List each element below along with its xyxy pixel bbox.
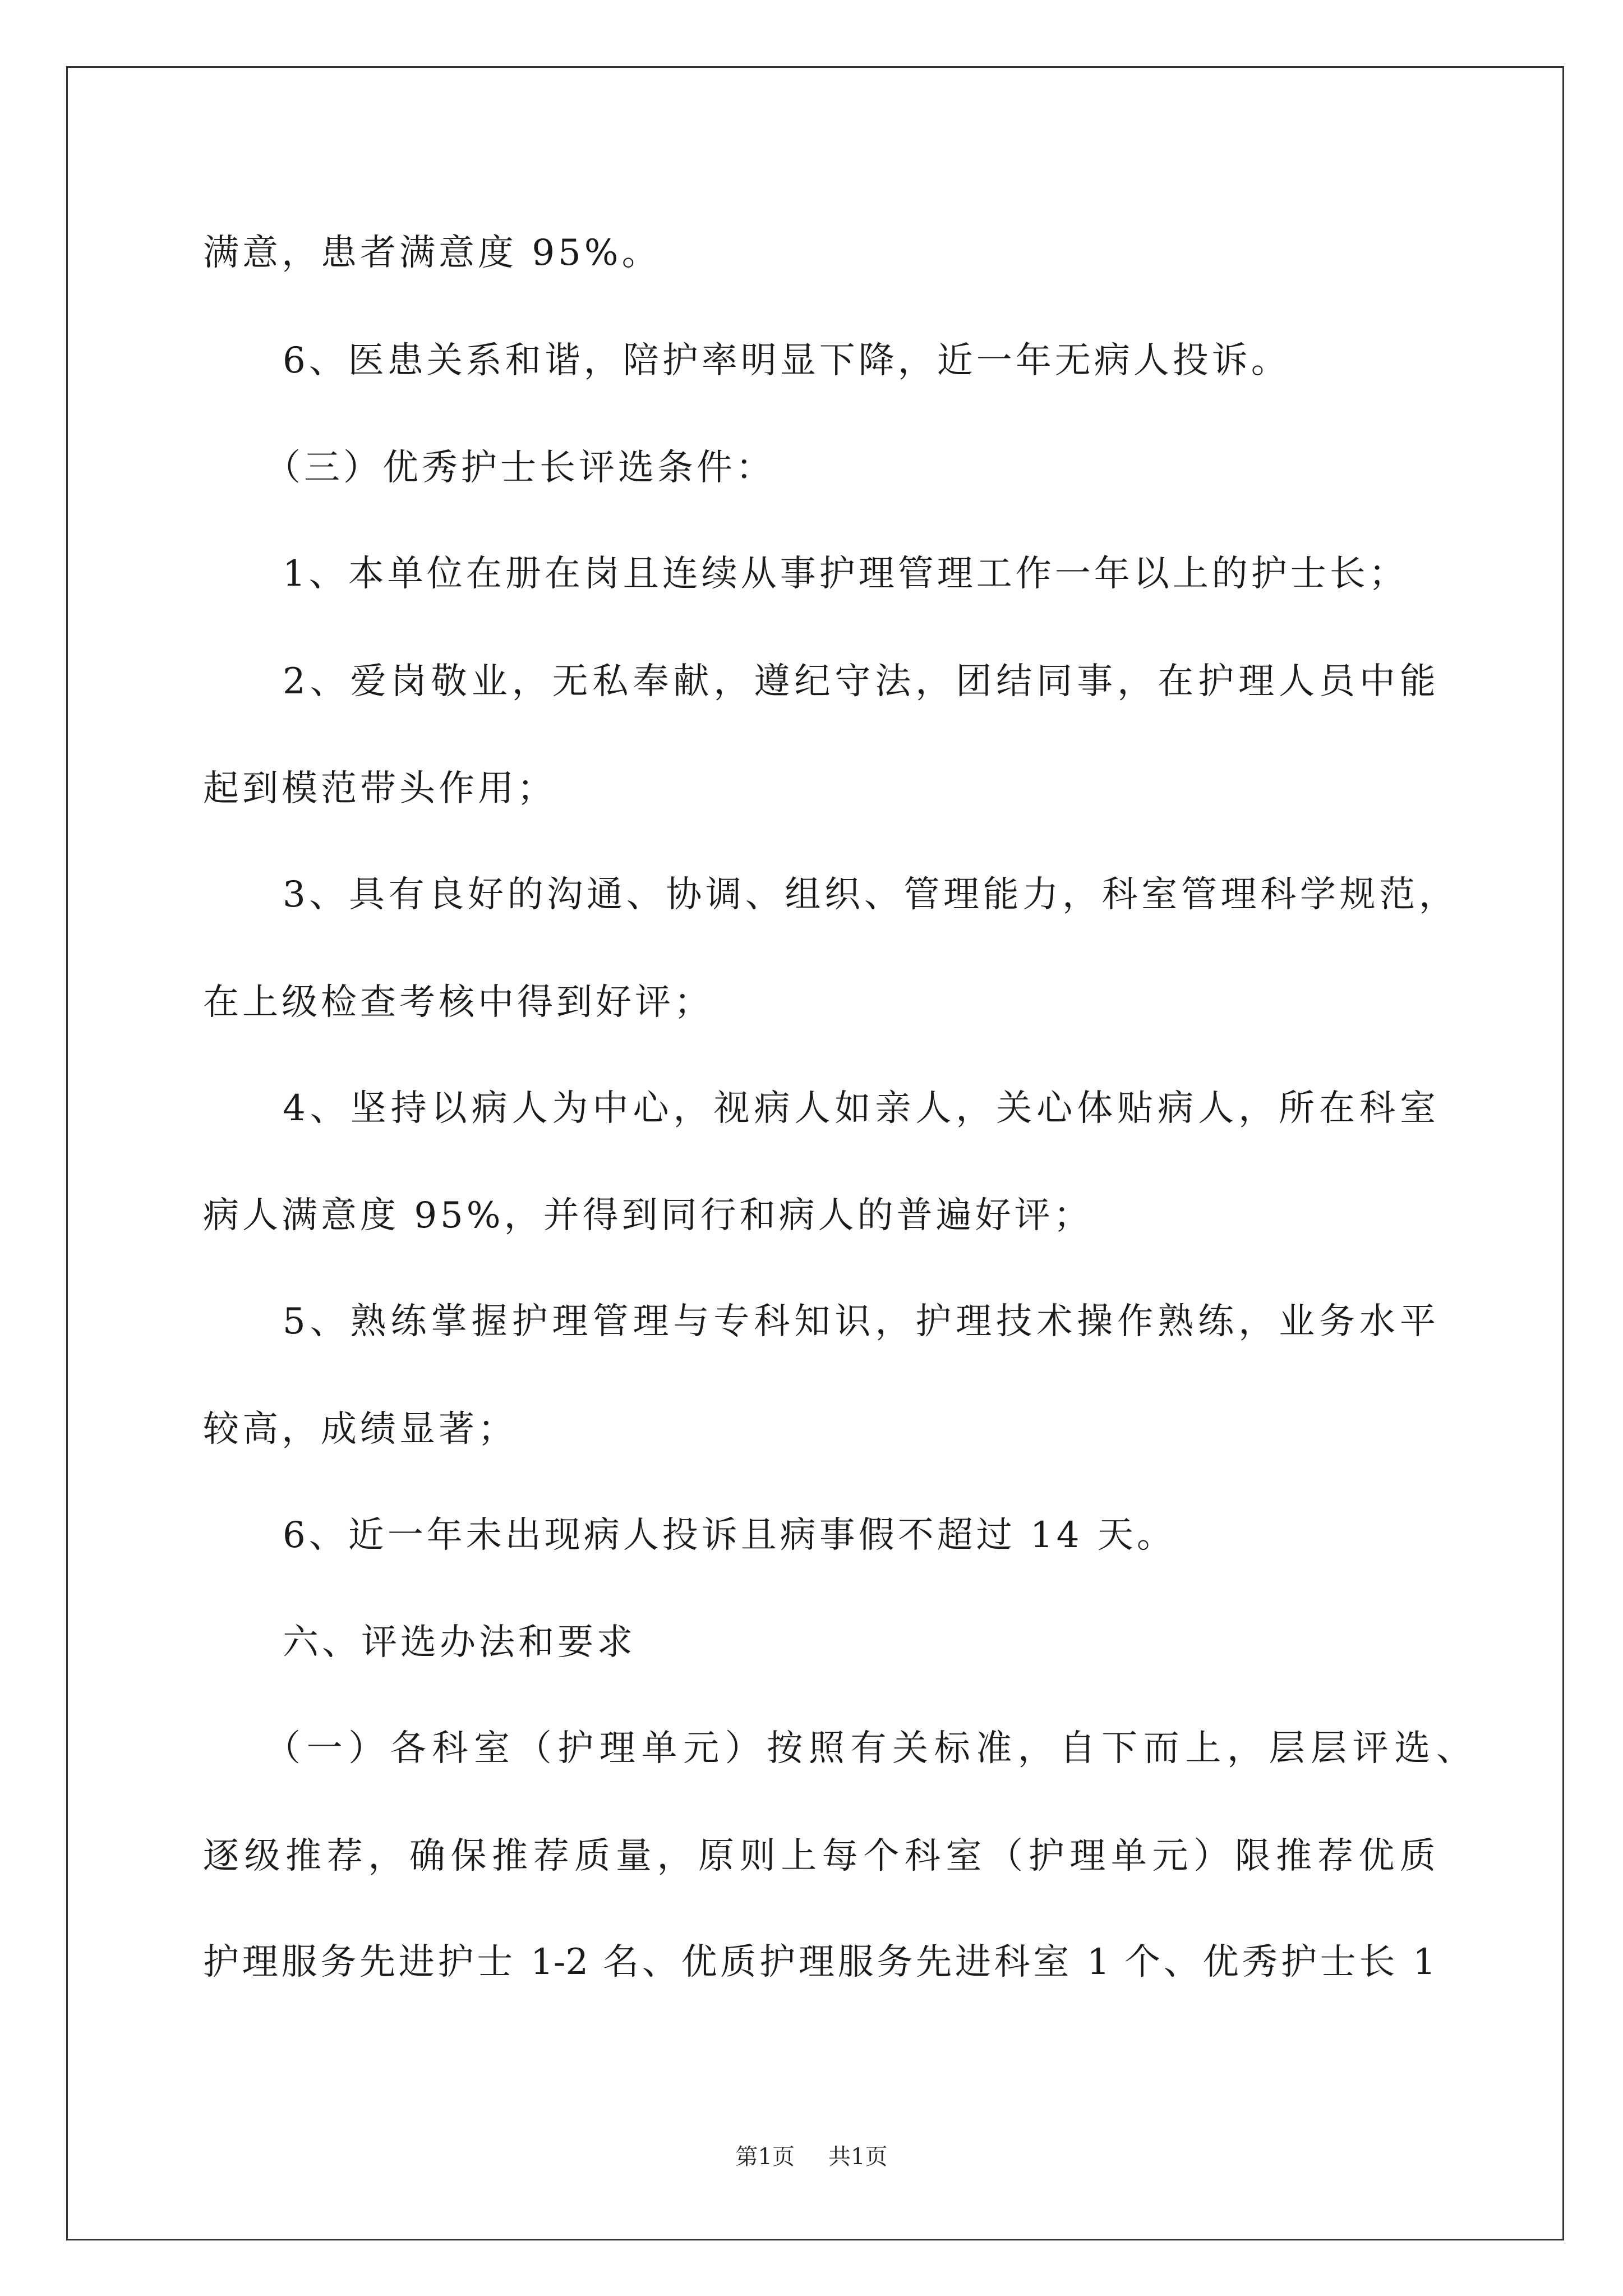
page-total: 共1页 [828,2144,888,2170]
text-line: 6、医患关系和谐，陪护率明显下降，近一年无病人投诉。 [283,340,1290,381]
text-line: 6、近一年未出现病人投诉且病事假不超过 14 天。 [283,1515,1176,1556]
text-line: 护理服务先进护士 1-2 名、优质护理服务先进科室 1 个、优秀护士长 1 [203,1941,1436,1983]
section-heading: （三）优秀护士长评选条件： [265,447,775,489]
text-line: （一）各科室（护理单元）按照有关标准，自下而上，层层评选、 [265,1728,1472,1769]
text-line: 满意，患者满意度 95%。 [203,232,661,274]
section-heading: 六、评选办法和要求 [283,1622,636,1663]
page-number: 第1页 [735,2144,795,2170]
text-line: 病人满意度 95%，并得到同行和病人的普遍好评； [203,1195,1093,1236]
text-line: 5、熟练掌握护理管理与专科知识，护理技术操作熟练，业务水平 [283,1301,1436,1342]
page-footer [0,2140,1623,2174]
text-line: 2、爱岗敬业，无私奉献，遵纪守法，团结同事，在护理人员中能 [283,661,1436,702]
text-line: 逐级推荐，确保推荐质量，原则上每个科室（护理单元）限推荐优质 [203,1835,1436,1877]
text-line: 较高，成绩显著； [203,1409,517,1450]
text-line: 在上级检查考核中得到好评； [203,982,713,1023]
text-line: 起到模范带头作用； [203,768,556,809]
text-line: 1、本单位在册在岗且连续从事护理管理工作一年以上的护士长； [283,553,1408,595]
text-line: 3、具有良好的沟通、协调、组织、管理能力，科室管理科学规范， [283,874,1455,915]
text-line: 4、坚持以病人为中心，视病人如亲人，关心体贴病人，所在科室 [283,1088,1436,1129]
